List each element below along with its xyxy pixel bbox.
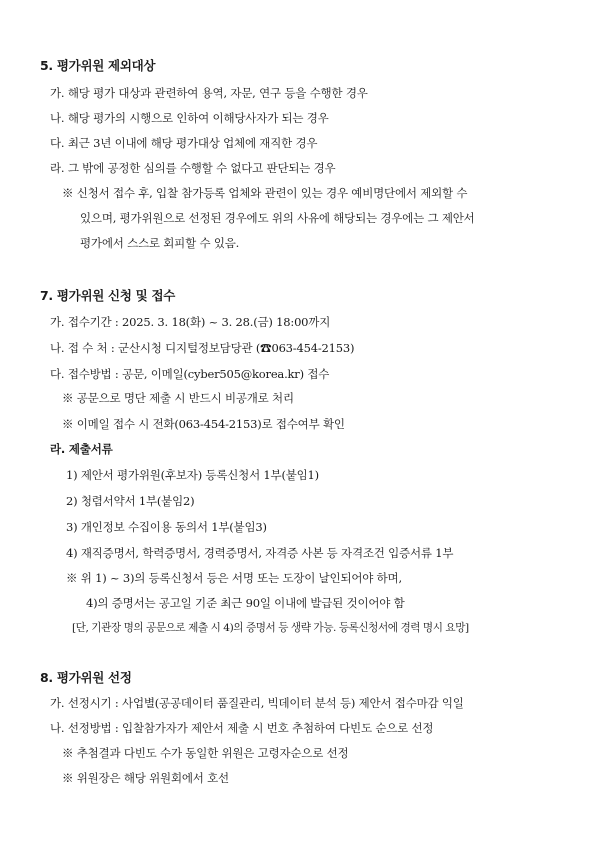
section-5-item-4: 라. 그 밖에 공정한 심의를 수행할 수 없다고 판단되는 경우 [50, 161, 336, 175]
section-7-docs-title: 라. 제출서류 [50, 442, 113, 456]
section-7-note-1: ※ 공문으로 명단 제출 시 반드시 비공개로 처리 [62, 391, 294, 405]
section-8-title: 8. 평가위원 선정 [40, 670, 132, 685]
section-7-item-1: 가. 접수기간 : 2025. 3. 18(화) ~ 3. 28.(금) 18:00까지 [50, 315, 331, 329]
section-5-item-1: 가. 해당 평가 대상과 관련하여 용역, 자문, 연구 등을 수행한 경우 [50, 86, 368, 100]
section-7-doc-1: 1) 제안서 평가위원(후보자) 등록신청서 1부(붙임1) [66, 468, 319, 482]
section-7-doc-4: 4) 재직증명서, 학력증명서, 경력증명서, 자격증 사본 등 자격조건 입증서류 1부 [66, 546, 454, 560]
section-8-item-2: 나. 선정방법 : 입찰참가자가 제안서 제출 시 번호 추첨하여 다빈도 순으로 선정 [50, 721, 434, 735]
section-5-note-line-3: 평가에서 스스로 회피할 수 있음. [80, 236, 240, 250]
section-8-item-1: 가. 선정시기 : 사업별(공공데이터 품질관리, 빅데이터 분석 등) 제안서 접수마감 익일 [50, 696, 464, 710]
section-5-note-line-1: ※ 신청서 접수 후, 입찰 참가등록 업체와 관련이 있는 경우 예비명단에서 제외할 수 [62, 186, 468, 200]
section-7-docs-note-line-2: 4)의 증명서는 공고일 기준 최근 90일 이내에 발급된 것이어야 함 [86, 596, 405, 610]
section-5-title: 5. 평가위원 제외대상 [40, 58, 156, 73]
section-5-note-line-2: 있으며, 평가위원으로 선정된 경우에도 위의 사유에 해당되는 경우에는 그 제안서 [80, 211, 475, 225]
section-5-item-2: 나. 해당 평가의 시행으로 인하여 이해당사자가 되는 경우 [50, 111, 329, 125]
section-7-doc-2: 2) 청렴서약서 1부(붙임2) [66, 494, 195, 508]
section-7-docs-note-line-1: ※ 위 1) ~ 3)의 등록신청서 등은 서명 또는 도장이 날인되어야 하며, [66, 571, 402, 585]
section-7-title: 7. 평가위원 신청 및 접수 [40, 288, 176, 303]
section-7-docs-note-line-3: [단, 기관장 명의 공문으로 제출 시 4)의 증명서 등 생략 가능. 등록신청서에 경력 명시 요망] [72, 622, 469, 634]
section-7-item-2: 나. 접 수 처 : 군산시청 디지털정보담당관 (☎063-454-2153) [50, 341, 355, 355]
section-5-item-3: 다. 최근 3년 이내에 해당 평가대상 업체에 재직한 경우 [50, 136, 318, 150]
section-8-note-2: ※ 위원장은 해당 위원회에서 호선 [62, 771, 229, 785]
section-7-item-3: 다. 접수방법 : 공문, 이메일(cyber505@korea.kr) 접수 [50, 367, 330, 381]
section-8-note-1: ※ 추첨결과 다빈도 수가 동일한 위원은 고령자순으로 선정 [62, 746, 349, 760]
section-7-doc-3: 3) 개인정보 수집이용 동의서 1부(붙임3) [66, 520, 267, 534]
section-7-note-2: ※ 이메일 접수 시 전화(063-454-2153)로 접수여부 확인 [62, 417, 345, 431]
